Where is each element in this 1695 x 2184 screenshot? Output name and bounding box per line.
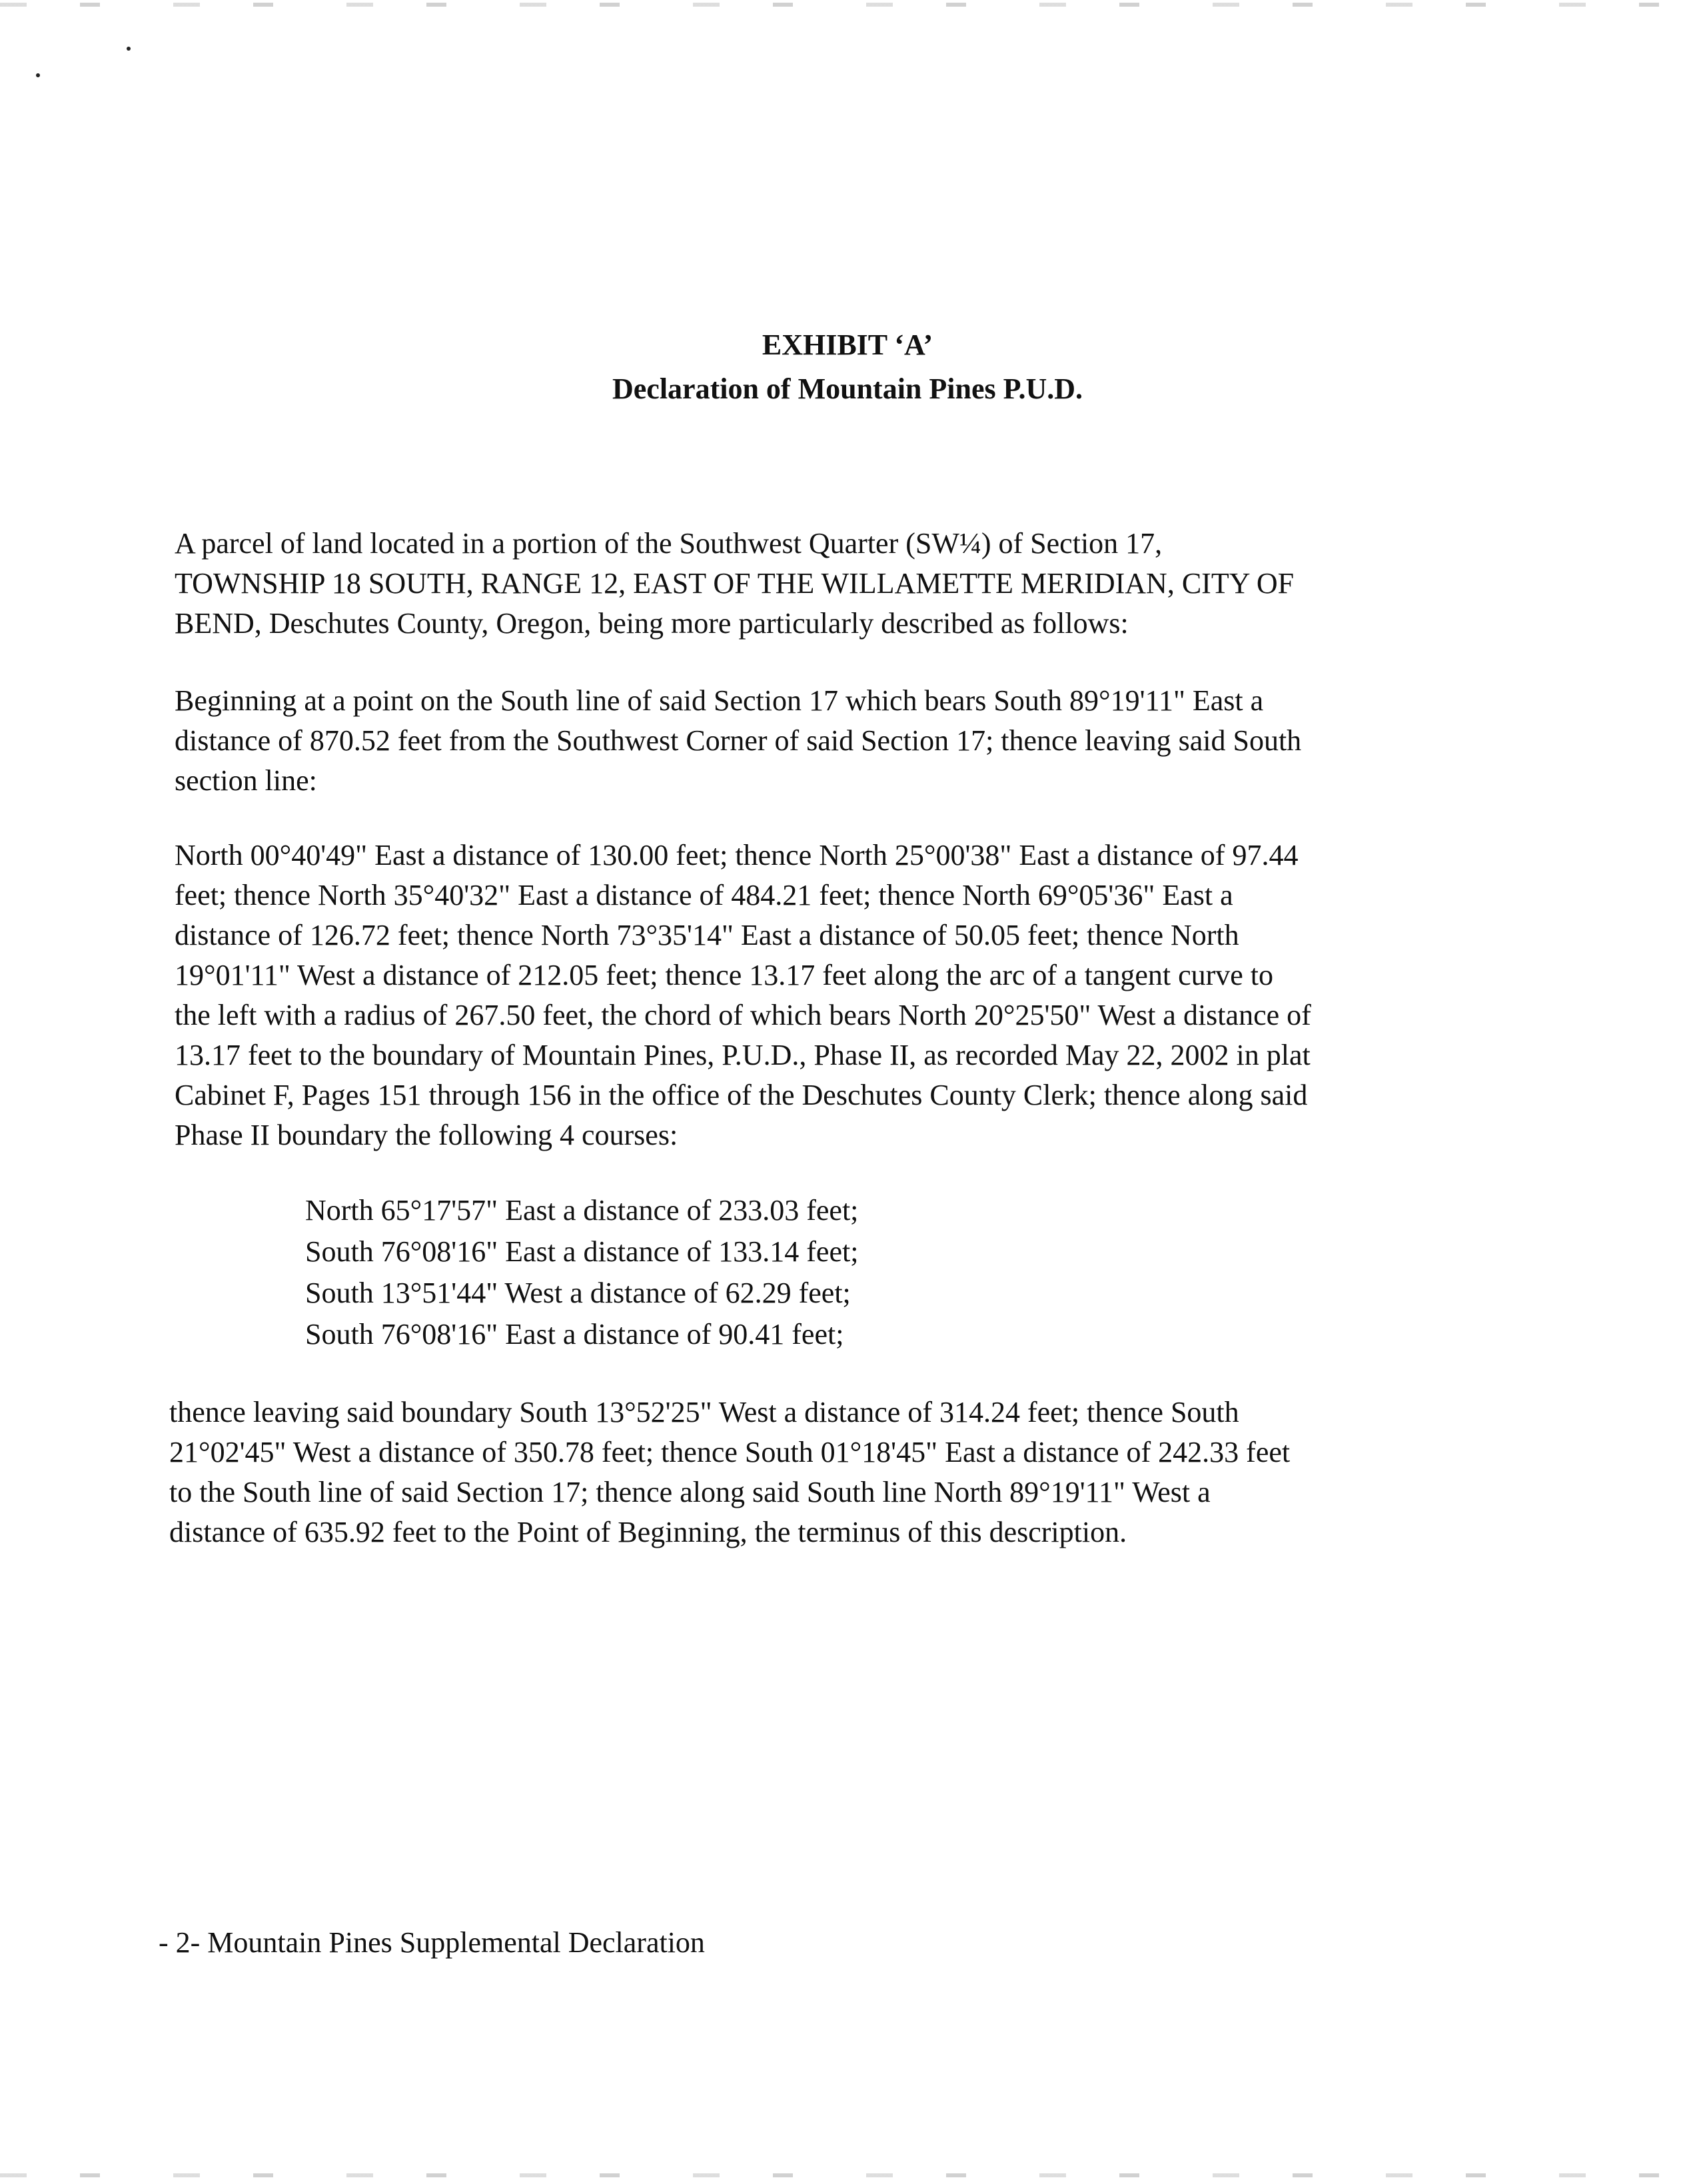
boundary-courses-list [305,1190,858,1355]
text-line: thence leaving said boundary South 13°52'25" West a distance of 314.24 feet; thence South [169,1396,1239,1428]
text-line: 19°01'11" West a distance of 212.05 feet; thence 13.17 feet along the arc of a tangent curve to [175,959,1274,991]
text-line: 13.17 feet to the boundary of Mountain Pines, P.U.D., Phase II, as recorded May 22, 2002 in plat [175,1039,1311,1071]
parcel-description-paragraph [175,524,1507,644]
text-line: the left with a radius of 267.50 feet, the chord of which bears North 20°25'50" West a distance of [175,999,1311,1031]
text-line: TOWNSHIP 18 SOUTH, RANGE 12, EAST OF THE WILLAMETTE MERIDIAN, CITY OF [175,567,1295,600]
text-line: Phase II boundary the following 4 courses: [175,1119,678,1151]
beginning-point-paragraph [175,681,1507,801]
course-item: North 65°17'57" East a distance of 233.03 feet; [305,1194,859,1227]
exhibit-title: EXHIBIT ‘A’ [762,328,933,361]
scan-artifact-top [0,3,1695,7]
exhibit-subtitle: Declaration of Mountain Pines P.U.D. [612,372,1083,405]
text-line: section line: [175,764,317,797]
text-line: BEND, Deschutes County, Oregon, being more particularly described as follows: [175,607,1129,640]
scan-speck [127,47,131,51]
page-footer: - 2- Mountain Pines Supplemental Declaration [159,1926,705,1959]
bearings-paragraph [175,835,1507,1155]
closing-paragraph [169,1392,1502,1552]
course-item: South 76°08'16" East a distance of 90.41 feet; [305,1318,844,1351]
text-line: distance of 870.52 feet from the Southwest Corner of said Section 17; thence leaving said South [175,724,1302,757]
course-item: South 76°08'16" East a distance of 133.14 feet; [305,1235,859,1268]
text-line: 21°02'45" West a distance of 350.78 feet; thence South 01°18'45" East a distance of 242.33 feet [169,1436,1291,1468]
text-line: A parcel of land located in a portion of the Southwest Quarter (SW¼) of Section 17, [175,527,1163,560]
course-item: South 13°51'44" West a distance of 62.29 feet; [305,1277,851,1309]
text-line: Cabinet F, Pages 151 through 156 in the office of the Deschutes County Clerk; thence along said [175,1079,1308,1111]
scan-artifact-bottom [0,2173,1695,2177]
text-line: North 00°40'49" East a distance of 130.00 feet; thence North 25°00'38" East a distance of 97.44 [175,839,1299,871]
text-line: to the South line of said Section 17; thence along said South line North 89°19'11" West a [169,1476,1211,1508]
text-line: distance of 635.92 feet to the Point of Beginning, the terminus of this description. [169,1516,1127,1548]
text-line: feet; thence North 35°40'32" East a distance of 484.21 feet; thence North 69°05'36" East a [175,879,1233,911]
scan-speck [36,73,40,77]
text-line: Beginning at a point on the South line of said Section 17 which bears South 89°19'11" East a [175,684,1264,717]
text-line: distance of 126.72 feet; thence North 73°35'14" East a distance of 50.05 feet; thence North [175,919,1239,951]
